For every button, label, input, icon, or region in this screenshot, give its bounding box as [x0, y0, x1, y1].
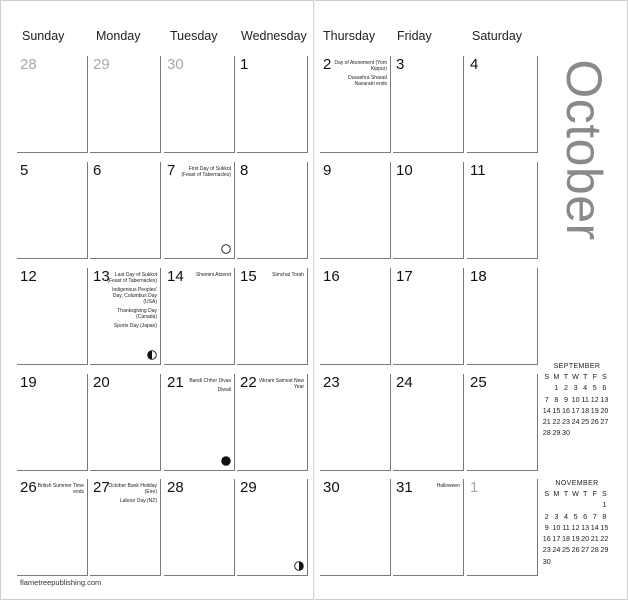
day-number: 1: [470, 479, 479, 496]
event-label: Thanksgiving Day (Canada): [117, 308, 157, 320]
mini-day: 16: [561, 405, 570, 415]
day-cell[interactable]: [237, 374, 308, 471]
day-number: 1: [240, 56, 249, 73]
day-cell[interactable]: [393, 268, 464, 365]
day-number: 31: [396, 479, 413, 496]
day-cell[interactable]: [467, 162, 538, 259]
mini-day: 4: [563, 511, 568, 521]
event-label: British Summer Time ends: [37, 483, 84, 495]
mini-day: 3: [573, 383, 578, 393]
day-number: 7: [167, 162, 176, 179]
mini-day: 10: [571, 394, 580, 404]
day-cell[interactable]: [320, 56, 391, 153]
day-cell[interactable]: [164, 268, 235, 365]
mini-weekday: F: [592, 372, 597, 381]
mini-day: 1: [602, 500, 607, 510]
mini-calendar-title: SEPTEMBER: [553, 363, 601, 370]
mini-day: 6: [583, 511, 588, 521]
day-cell[interactable]: [17, 268, 88, 365]
mini-day: 26: [590, 417, 599, 427]
mini-weekday: S: [601, 372, 607, 381]
day-cell[interactable]: [237, 162, 308, 259]
day-number: 28: [167, 479, 184, 496]
mini-day: 22: [600, 534, 609, 544]
publisher-url: flametreepublishing.com: [20, 578, 102, 587]
mini-day: [552, 501, 562, 509]
day-number: 4: [470, 56, 479, 73]
day-cell[interactable]: [17, 162, 88, 259]
day-cell[interactable]: [467, 56, 538, 153]
day-number: 22: [240, 374, 257, 391]
day-number: 27: [93, 479, 110, 496]
event-label: Day of Atonement (Yom Kippur): [334, 60, 387, 72]
mini-day: 28: [542, 428, 551, 438]
mini-day: 12: [571, 522, 580, 532]
mini-day: 21: [590, 534, 599, 544]
day-cell[interactable]: [17, 56, 88, 153]
mini-day: 3: [554, 511, 559, 521]
day-cell[interactable]: [164, 162, 235, 259]
mini-day: 25: [561, 545, 570, 555]
mini-weekday: S: [544, 372, 550, 381]
event-list: [177, 166, 231, 181]
day-number: 29: [93, 56, 110, 73]
mini-weekday: S: [601, 489, 607, 498]
day-number: 30: [167, 56, 184, 73]
mini-day: 26: [571, 545, 580, 555]
day-number: 18: [470, 268, 487, 285]
event-list: [250, 378, 304, 393]
mini-day: 11: [562, 522, 570, 532]
mini-day: 18: [561, 534, 570, 544]
event-list: [30, 483, 84, 498]
day-cell[interactable]: [17, 374, 88, 471]
day-cell[interactable]: [393, 56, 464, 153]
book-spine-shadow: [314, 0, 315, 600]
day-number: 25: [470, 374, 487, 391]
mini-day: 5: [573, 511, 578, 521]
event-label: October Bank Holiday (Eire): [108, 483, 157, 495]
event-label: Dussehra Sharad Navaratri ends: [348, 75, 387, 87]
mini-day: 17: [571, 405, 580, 415]
mini-day: 15: [600, 522, 609, 532]
event-list: [177, 378, 231, 396]
mini-day: [561, 501, 571, 509]
mini-day: 24: [571, 417, 580, 427]
weekday-wednesday: Wednesday: [241, 29, 307, 43]
day-number: 24: [396, 374, 413, 391]
day-number: 17: [396, 268, 413, 285]
day-cell[interactable]: [90, 268, 161, 365]
mini-weekday: T: [582, 372, 588, 381]
day-number: 28: [20, 56, 37, 73]
mini-day: 29: [600, 545, 609, 555]
event-list: [250, 272, 304, 281]
last-quarter-icon: [147, 350, 157, 360]
mini-day: 1: [554, 383, 559, 393]
mini-day: 15: [552, 405, 561, 415]
event-label: Shemini Atzeret: [195, 272, 231, 278]
day-cell[interactable]: [237, 268, 308, 365]
event-label: Vikram Samvat New Year: [258, 378, 304, 390]
day-cell[interactable]: [320, 479, 391, 576]
mini-day: 5: [592, 383, 597, 393]
mini-weekday: T: [563, 489, 569, 498]
event-label: Labour Day (NZ): [119, 498, 157, 504]
mini-day: 10: [552, 522, 561, 532]
new-moon-icon: [221, 456, 231, 466]
mini-day: 20: [600, 405, 609, 415]
mini-weekday: F: [592, 489, 597, 498]
mini-day: 24: [552, 545, 561, 555]
first-quarter-icon: [294, 561, 304, 571]
mini-day: 7: [592, 511, 597, 521]
event-list: [177, 272, 231, 281]
event-label: Bandi Chhor Divas: [189, 378, 231, 384]
day-number: 20: [93, 374, 110, 391]
mini-weekday: W: [572, 372, 579, 381]
mini-day: 4: [583, 383, 588, 393]
day-cell[interactable]: [90, 162, 161, 259]
mini-weekday: W: [572, 489, 579, 498]
mini-day: 27: [600, 417, 609, 427]
event-label: First Day of Sukkot (Feast of Tabernacles): [181, 166, 231, 178]
day-cell[interactable]: [164, 479, 235, 576]
month-title: October: [556, 59, 612, 241]
mini-calendar-grid: [542, 490, 612, 566]
mini-day: [590, 501, 600, 509]
mini-day: 7: [544, 394, 549, 404]
mini-day: 18: [581, 405, 590, 415]
mini-day: 22: [552, 417, 561, 427]
day-number: 2: [323, 56, 332, 73]
weekday-tuesday: Tuesday: [170, 29, 218, 43]
event-label: Sports Day (Japan): [113, 323, 157, 329]
event-label: Simchat Torah: [272, 272, 304, 278]
mini-day: 28: [590, 545, 599, 555]
day-cell[interactable]: [393, 374, 464, 471]
day-cell[interactable]: [393, 479, 464, 576]
event-list: [103, 272, 157, 332]
event-label: Last Day of Sukkot (Feast of Tabernacles): [107, 272, 157, 284]
weekday-saturday: Saturday: [472, 29, 523, 43]
weekday-thursday: Thursday: [323, 29, 376, 43]
day-number: 13: [93, 268, 110, 285]
mini-day: 19: [571, 534, 580, 544]
day-cell[interactable]: [467, 479, 538, 576]
full-moon-icon: [221, 244, 231, 254]
mini-day: 19: [590, 405, 599, 415]
day-number: 8: [240, 162, 249, 179]
day-number: 9: [323, 162, 332, 179]
weekday-sunday: Sunday: [22, 29, 65, 43]
day-cell[interactable]: [320, 374, 391, 471]
mini-day: 30: [542, 556, 551, 566]
mini-day: 8: [554, 394, 559, 404]
weekday-monday: Monday: [96, 29, 141, 43]
day-number: 12: [20, 268, 37, 285]
day-cell[interactable]: [237, 479, 308, 576]
day-number: 30: [323, 479, 340, 496]
mini-day: [580, 501, 590, 509]
mini-day: 9: [544, 522, 549, 532]
day-number: 10: [396, 162, 413, 179]
mini-weekday: S: [544, 489, 550, 498]
day-number: 15: [240, 268, 257, 285]
day-number: 21: [167, 374, 184, 391]
mini-day: 25: [581, 417, 590, 427]
day-cell[interactable]: [467, 268, 538, 365]
mini-calendar-grid: [542, 373, 612, 437]
day-cell[interactable]: [90, 374, 161, 471]
mini-weekday: M: [553, 372, 560, 381]
mini-day: 17: [552, 534, 561, 544]
mini-day: 14: [542, 405, 551, 415]
day-cell[interactable]: [90, 56, 161, 153]
mini-day: 21: [542, 417, 551, 427]
event-label: Halloween: [436, 483, 460, 489]
day-cell[interactable]: [237, 56, 308, 153]
mini-weekday: T: [563, 372, 569, 381]
mini-day: 8: [602, 511, 607, 521]
day-number: 23: [323, 374, 340, 391]
event-list: [333, 60, 387, 90]
mini-day: 2: [544, 511, 549, 521]
day-number: 3: [396, 56, 405, 73]
mini-day: 30: [561, 428, 570, 438]
day-number: 11: [470, 162, 486, 179]
day-cell[interactable]: [320, 268, 391, 365]
day-number: 19: [20, 374, 37, 391]
mini-day: 9: [563, 394, 568, 404]
day-number: 6: [93, 162, 102, 179]
day-cell[interactable]: [320, 162, 391, 259]
day-cell[interactable]: [393, 162, 464, 259]
event-label: Indigenous Peoples' Day, Columbus Day (USA): [112, 287, 157, 305]
mini-day: 6: [602, 383, 607, 393]
mini-weekday: M: [553, 489, 560, 498]
day-cell[interactable]: [90, 479, 161, 576]
mini-day: 20: [581, 534, 590, 544]
event-list: [103, 483, 157, 507]
day-cell[interactable]: [164, 56, 235, 153]
mini-day: 11: [581, 394, 589, 404]
event-label: Diwali: [217, 387, 231, 393]
day-cell[interactable]: [17, 479, 88, 576]
day-number: 29: [240, 479, 257, 496]
day-number: 14: [167, 268, 184, 285]
event-list: [406, 483, 460, 492]
month-title-box: [556, 55, 612, 245]
day-cell[interactable]: [467, 374, 538, 471]
mini-day: [571, 501, 581, 509]
mini-weekday: T: [582, 489, 588, 498]
mini-day: 13: [581, 522, 590, 532]
mini-day: 16: [542, 534, 551, 544]
mini-day: 29: [552, 428, 561, 438]
day-number: 5: [20, 162, 29, 179]
mini-calendar-title: NOVEMBER: [555, 480, 599, 487]
mini-day: [542, 501, 552, 509]
day-number: 26: [20, 479, 37, 496]
mini-day: 23: [542, 545, 551, 555]
mini-calendar-november: [542, 480, 612, 566]
mini-day: 12: [590, 394, 599, 404]
mini-calendar-september: [542, 363, 612, 437]
mini-day: 13: [600, 394, 609, 404]
weekday-friday: Friday: [397, 29, 432, 43]
mini-day: 2: [563, 383, 568, 393]
day-cell[interactable]: [164, 374, 235, 471]
mini-day: 23: [561, 417, 570, 427]
mini-day: [542, 384, 552, 392]
day-number: 16: [323, 268, 340, 285]
mini-day: 27: [581, 545, 590, 555]
mini-day: 14: [590, 522, 599, 532]
